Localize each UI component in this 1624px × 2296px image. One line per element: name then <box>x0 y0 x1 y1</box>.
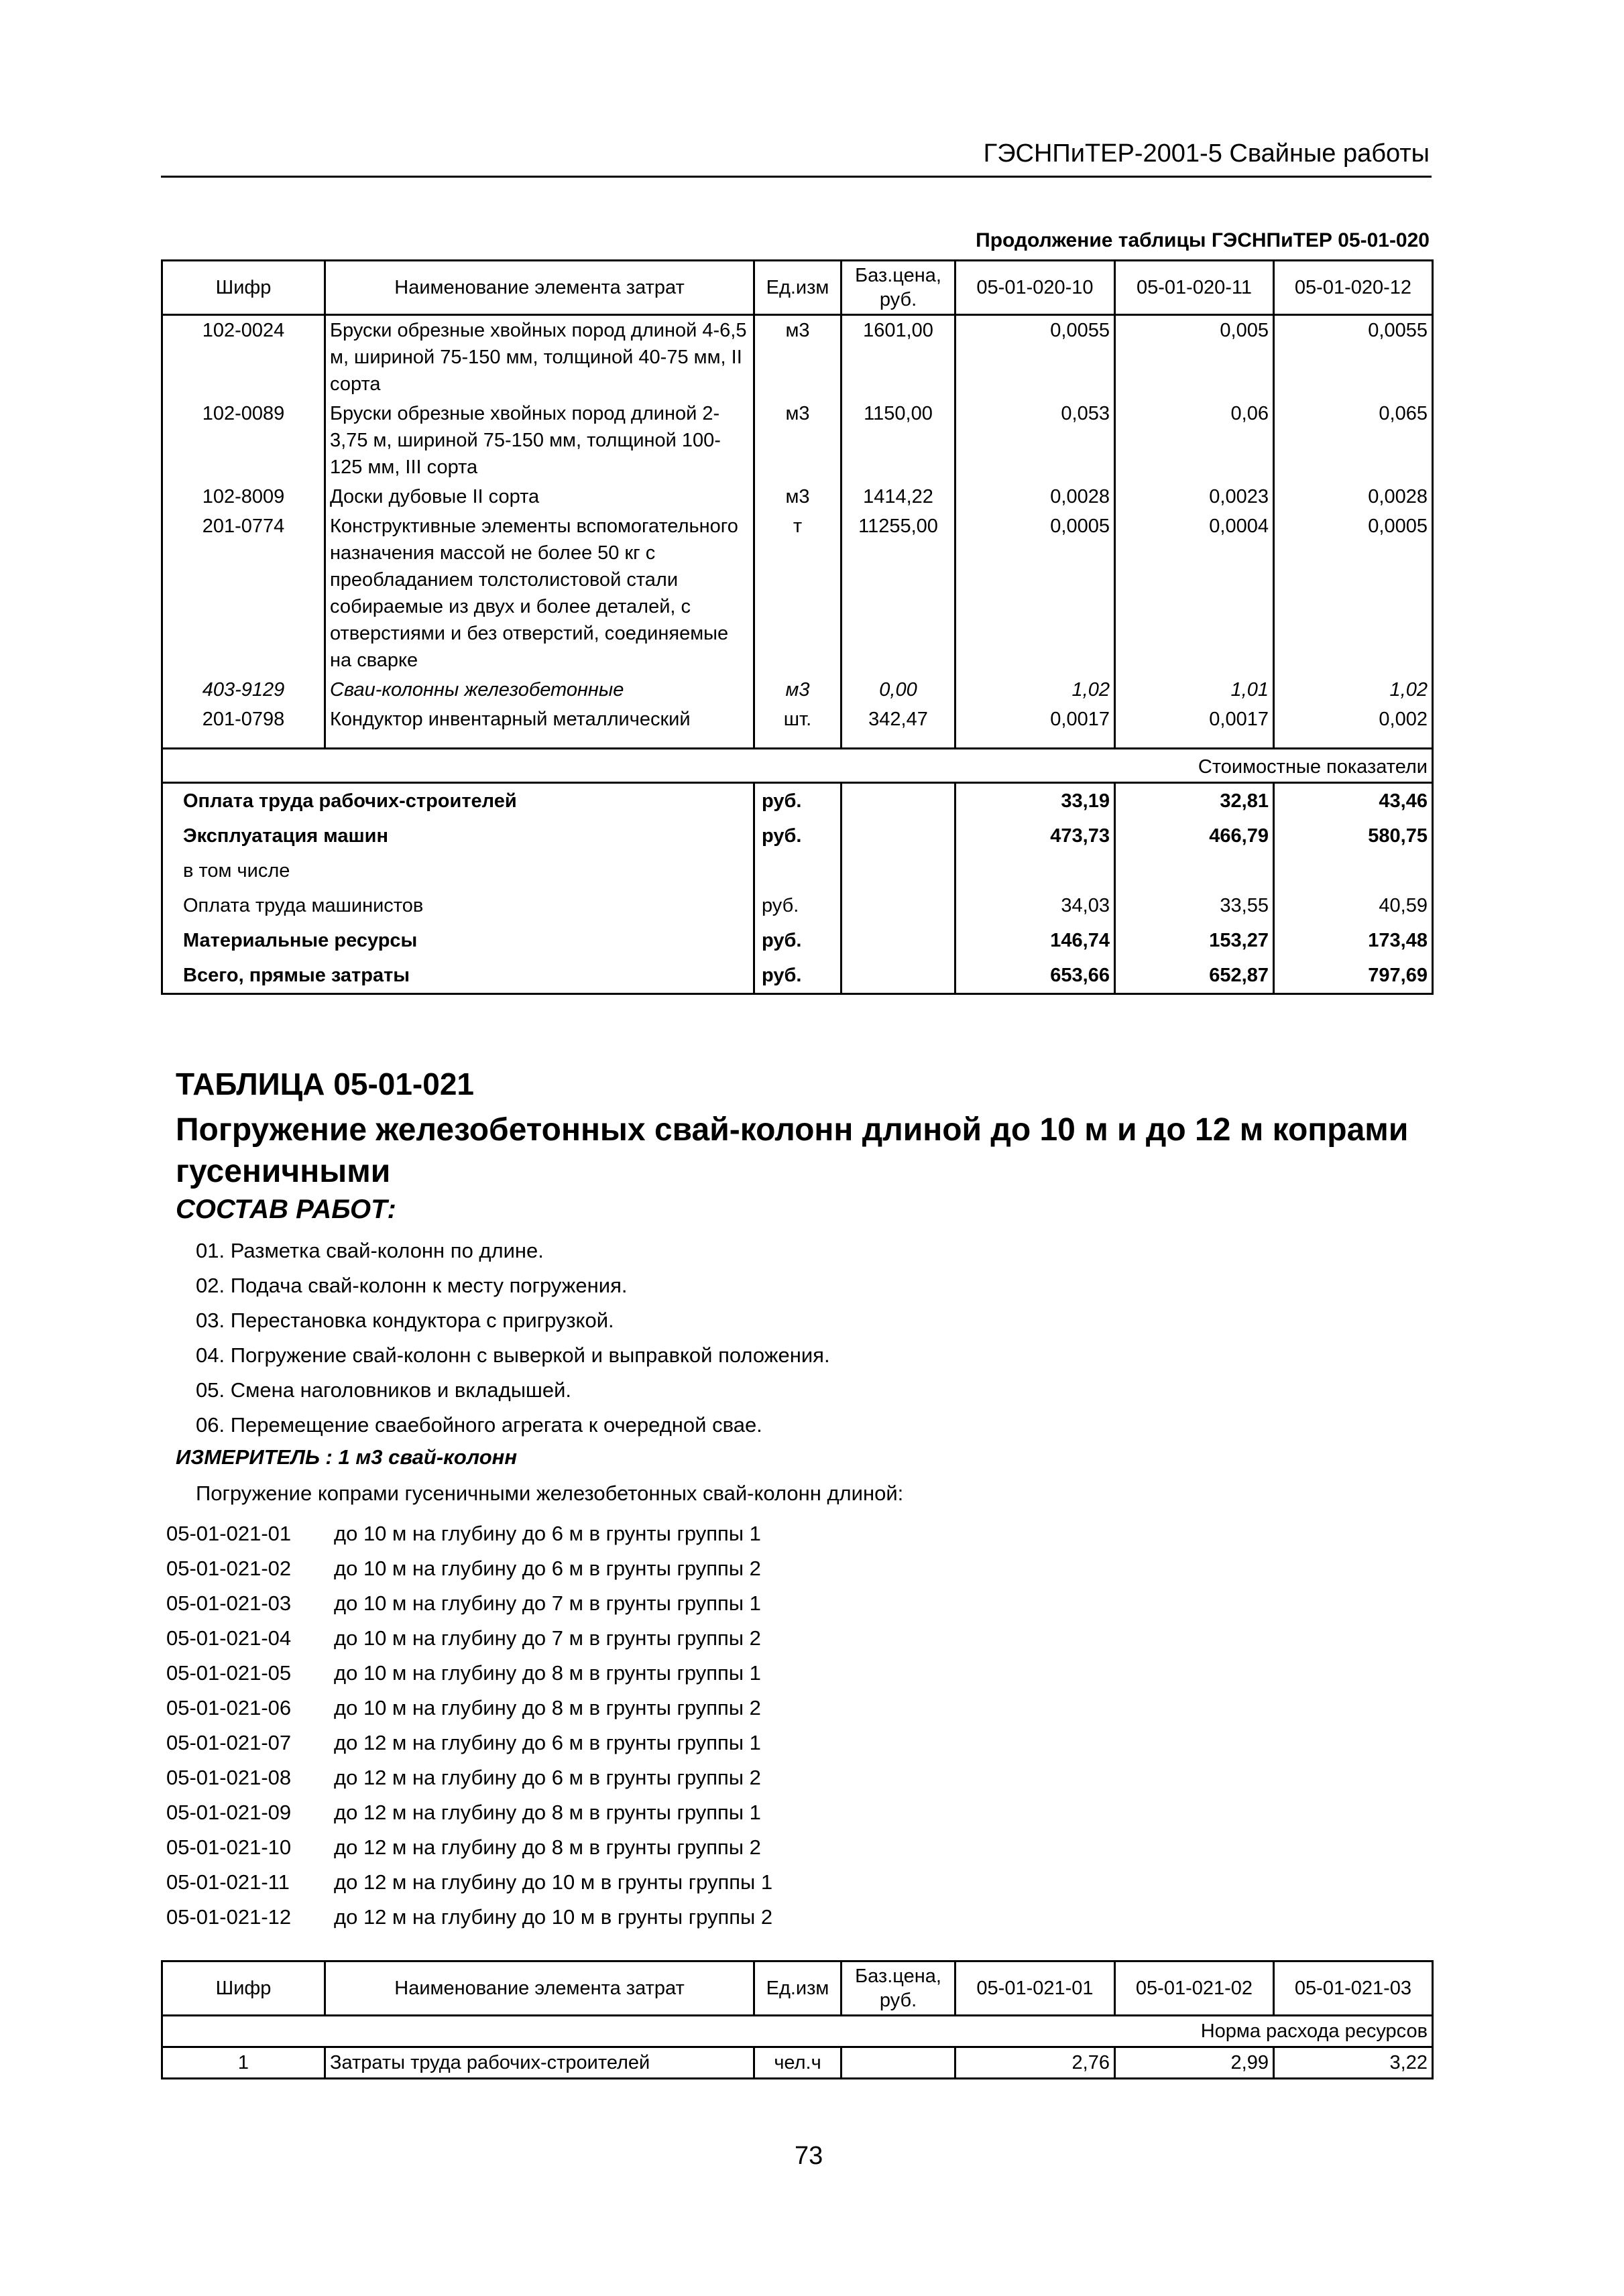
row-price: 11255,00 <box>842 511 955 675</box>
resources-table-05-01-020 <box>161 259 1434 995</box>
variant-text: до 10 м на глубину до 7 м в грунты группы 2 <box>334 1626 761 1650</box>
table-row <box>162 482 1433 511</box>
row-unit: шт. <box>754 705 842 749</box>
variant-code: 05-01-021-10 <box>166 1835 292 1859</box>
cost-row <box>162 819 1433 853</box>
cost-row <box>162 923 1433 958</box>
row-price <box>842 2047 955 2079</box>
variant-code: 05-01-021-05 <box>166 1661 292 1685</box>
row-price: 1601,00 <box>842 315 955 400</box>
row-name: Конструктивные элементы вспомогательного назначения массой не более 50 кг с преобладанием толстолистовой стали собираемые из двух и более деталей, с отверстиями и без отверстий, соединяемые на сварке <box>325 511 754 675</box>
row-code: 102-0024 <box>162 315 325 400</box>
variant-code: 05-01-021-02 <box>166 1557 292 1580</box>
variant-code: 05-01-021-03 <box>166 1591 292 1615</box>
variant-code: 05-01-021-04 <box>166 1626 292 1650</box>
list-item <box>166 1865 772 1900</box>
row-value: 2,99 <box>1115 2047 1274 2079</box>
col-header: Баз.цена, руб. <box>842 261 955 315</box>
row-unit: м3 <box>754 315 842 400</box>
variants-intro: Погружение копрами гусеничными железобетонных свай-колонн длиной: <box>196 1482 904 1505</box>
row-price: 0,00 <box>842 675 955 705</box>
col-header: Шифр <box>162 261 325 315</box>
cost-header: Стоимостные показатели <box>162 749 1433 783</box>
table-row <box>162 705 1433 749</box>
cost-unit: руб. <box>754 888 842 923</box>
variant-text: до 12 м на глубину до 6 м в грунты группы 1 <box>334 1731 761 1754</box>
row-name: Бруски обрезные хвойных пород длиной 4-6,5 м, шириной 75-150 мм, толщиной 40-75 мм, II сорта <box>325 315 754 400</box>
variant-text: до 12 м на глубину до 8 м в грунты группы 1 <box>334 1801 761 1824</box>
row-name: Сваи-колонны железобетонные <box>325 675 754 705</box>
row-name: Доски дубовые II сорта <box>325 482 754 511</box>
row-value: 0,0023 <box>1115 482 1274 511</box>
cost-unit: руб. <box>754 958 842 994</box>
list-item <box>166 1726 772 1760</box>
col-header: 05-01-021-02 <box>1115 1961 1274 2016</box>
row-value: 1,02 <box>955 675 1115 705</box>
cost-value: 580,75 <box>1274 819 1433 853</box>
cost-value <box>1274 853 1433 888</box>
row-code: 102-0089 <box>162 399 325 482</box>
list-item: 01. Разметка свай-колонн по длине. <box>196 1239 544 1262</box>
row-unit: т <box>754 511 842 675</box>
variant-code: 05-01-021-07 <box>166 1731 292 1754</box>
cost-value: 34,03 <box>955 888 1115 923</box>
row-value: 0,0028 <box>955 482 1115 511</box>
cost-unit <box>754 853 842 888</box>
cost-value: 33,55 <box>1115 888 1274 923</box>
row-code: 201-0798 <box>162 705 325 749</box>
list-item <box>166 1621 772 1656</box>
col-header: 05-01-020-11 <box>1115 261 1274 315</box>
cost-name: Всего, прямые затраты <box>162 958 754 994</box>
list-item <box>166 1760 772 1795</box>
variant-code: 05-01-021-12 <box>166 1905 292 1929</box>
row-value: 0,0055 <box>1274 315 1433 400</box>
list-item <box>166 1795 772 1830</box>
col-header: Наименование элемента затрат <box>325 1961 754 2016</box>
norm-header: Норма расхода ресурсов <box>162 2016 1433 2047</box>
cost-value: 173,48 <box>1274 923 1433 958</box>
cost-value: 153,27 <box>1115 923 1274 958</box>
table-row <box>162 315 1433 400</box>
row-name: Бруски обрезные хвойных пород длиной 2-3,75 м, шириной 75-150 мм, толщиной 100-125 мм, III сорта <box>325 399 754 482</box>
table-header-row <box>162 1961 1433 2016</box>
section-subtitle: Погружение железобетонных свай-колонн длиной до 10 м и до 12 м копрами гусеничными <box>176 1112 1409 1189</box>
row-code: 201-0774 <box>162 511 325 675</box>
row-value: 0,0004 <box>1115 511 1274 675</box>
cost-row <box>162 888 1433 923</box>
cost-value: 653,66 <box>955 958 1115 994</box>
row-value: 0,005 <box>1115 315 1274 400</box>
works-label: СОСТАВ РАБОТ: <box>176 1195 396 1224</box>
measure-unit: ИЗМЕРИТЕЛЬ : 1 м3 свай-колонн <box>176 1445 518 1469</box>
row-value: 0,065 <box>1274 399 1433 482</box>
table-header-row <box>162 261 1433 315</box>
cost-value: 652,87 <box>1115 958 1274 994</box>
row-value: 0,053 <box>955 399 1115 482</box>
list-item <box>166 1656 772 1691</box>
table-row <box>162 2047 1433 2079</box>
variant-text: до 12 м на глубину до 10 м в грунты группы 1 <box>334 1870 773 1894</box>
list-item: 06. Перемещение сваебойного агрегата к очередной свае. <box>196 1413 762 1437</box>
variant-text: до 10 м на глубину до 8 м в грунты группы 1 <box>334 1661 761 1685</box>
cost-value: 40,59 <box>1274 888 1433 923</box>
cost-price <box>842 853 955 888</box>
cost-price <box>842 923 955 958</box>
list-item: 02. Подача свай-колонн к месту погружения. <box>196 1274 628 1297</box>
cost-name: Эксплуатация машин <box>162 819 754 853</box>
cost-unit: руб. <box>754 783 842 819</box>
row-value: 0,06 <box>1115 399 1274 482</box>
row-name: Кондуктор инвентарный металлический <box>325 705 754 749</box>
row-value: 1,02 <box>1274 675 1433 705</box>
col-header: 05-01-021-01 <box>955 1961 1115 2016</box>
section-title: ТАБЛИЦА 05-01-021 <box>176 1067 474 1101</box>
row-unit: чел.ч <box>754 2047 842 2079</box>
resources-table-05-01-021 <box>161 1960 1434 2079</box>
header-rule <box>161 176 1432 178</box>
cost-unit: руб. <box>754 923 842 958</box>
cost-price <box>842 958 955 994</box>
cost-price <box>842 783 955 819</box>
list-item <box>166 1691 772 1726</box>
cost-value: 43,46 <box>1274 783 1433 819</box>
running-header: ГЭСНПиТЕР-2001-5 Свайные работы <box>983 139 1430 168</box>
cost-value <box>1115 853 1274 888</box>
col-header: Ед.изм <box>754 261 842 315</box>
row-unit: м3 <box>754 399 842 482</box>
cost-row <box>162 958 1433 994</box>
cost-price <box>842 819 955 853</box>
row-code: 102-8009 <box>162 482 325 511</box>
row-name: Затраты труда рабочих-строителей <box>325 2047 754 2079</box>
col-header: Ед.изм <box>754 1961 842 2016</box>
row-value: 0,002 <box>1274 705 1433 749</box>
variant-code: 05-01-021-06 <box>166 1696 292 1719</box>
list-item: 05. Смена наголовников и вкладышей. <box>196 1378 572 1402</box>
row-value: 0,0055 <box>955 315 1115 400</box>
cost-price <box>842 888 955 923</box>
cost-name: Оплата труда машинистов <box>162 888 754 923</box>
list-item: 03. Перестановка кондуктора с пригрузкой. <box>196 1309 614 1332</box>
row-price: 1150,00 <box>842 399 955 482</box>
row-value: 2,76 <box>955 2047 1115 2079</box>
variant-code: 05-01-021-11 <box>166 1870 290 1894</box>
variant-text: до 12 м на глубину до 10 м в грунты группы 2 <box>334 1905 773 1929</box>
cost-value: 146,74 <box>955 923 1115 958</box>
list-item <box>166 1586 772 1621</box>
cost-value: 466,79 <box>1115 819 1274 853</box>
row-value: 1,01 <box>1115 675 1274 705</box>
row-value: 0,0005 <box>955 511 1115 675</box>
variant-text: до 12 м на глубину до 6 м в грунты группы 2 <box>334 1766 761 1789</box>
variant-text: до 10 м на глубину до 6 м в грунты группы 2 <box>334 1557 761 1580</box>
list-item <box>166 1551 772 1586</box>
col-header: Баз.цена, руб. <box>842 1961 955 2016</box>
row-code: 1 <box>162 2047 325 2079</box>
table-row <box>162 675 1433 705</box>
row-code: 403-9129 <box>162 675 325 705</box>
col-header: 05-01-020-12 <box>1274 261 1433 315</box>
row-value: 0,0005 <box>1274 511 1433 675</box>
row-unit: м3 <box>754 482 842 511</box>
cost-name: в том числе <box>162 853 754 888</box>
row-price: 342,47 <box>842 705 955 749</box>
list-item <box>166 1516 772 1551</box>
row-value: 3,22 <box>1274 2047 1433 2079</box>
cost-unit: руб. <box>754 819 842 853</box>
continuation-caption: Продолжение таблицы ГЭСНПиТЕР 05-01-020 <box>976 229 1430 251</box>
list-item: 04. Погружение свай-колонн с выверкой и выправкой положения. <box>196 1343 830 1367</box>
cost-row <box>162 783 1433 819</box>
col-header: 05-01-021-03 <box>1274 1961 1433 2016</box>
list-item <box>166 1830 772 1865</box>
cost-name: Оплата труда рабочих-строителей <box>162 783 754 819</box>
variant-text: до 10 м на глубину до 8 м в грунты группы 2 <box>334 1696 761 1719</box>
row-value: 0,0028 <box>1274 482 1433 511</box>
col-header: 05-01-020-10 <box>955 261 1115 315</box>
table-row <box>162 399 1433 482</box>
col-header: Наименование элемента затрат <box>325 261 754 315</box>
cost-value: 33,19 <box>955 783 1115 819</box>
col-header: Шифр <box>162 1961 325 2016</box>
variant-text: до 12 м на глубину до 8 м в грунты группы 2 <box>334 1835 761 1859</box>
cost-value: 32,81 <box>1115 783 1274 819</box>
cost-header-row <box>162 749 1433 783</box>
cost-name: Материальные ресурсы <box>162 923 754 958</box>
list-item <box>166 1900 772 1935</box>
norm-header-row <box>162 2016 1433 2047</box>
variants-list <box>166 1516 772 1935</box>
variant-code: 05-01-021-09 <box>166 1801 292 1824</box>
row-unit: м3 <box>754 675 842 705</box>
table-row <box>162 511 1433 675</box>
variant-text: до 10 м на глубину до 6 м в грунты группы 1 <box>334 1522 761 1545</box>
cost-value: 797,69 <box>1274 958 1433 994</box>
cost-row <box>162 853 1433 888</box>
variant-text: до 10 м на глубину до 7 м в грунты группы 1 <box>334 1591 761 1615</box>
cost-value: 473,73 <box>955 819 1115 853</box>
works-list <box>196 1233 830 1443</box>
variant-code: 05-01-021-01 <box>166 1522 292 1545</box>
page-number: 73 <box>795 2142 823 2170</box>
row-price: 1414,22 <box>842 482 955 511</box>
row-value: 0,0017 <box>1115 705 1274 749</box>
variant-code: 05-01-021-08 <box>166 1766 292 1789</box>
cost-value <box>955 853 1115 888</box>
row-value: 0,0017 <box>955 705 1115 749</box>
